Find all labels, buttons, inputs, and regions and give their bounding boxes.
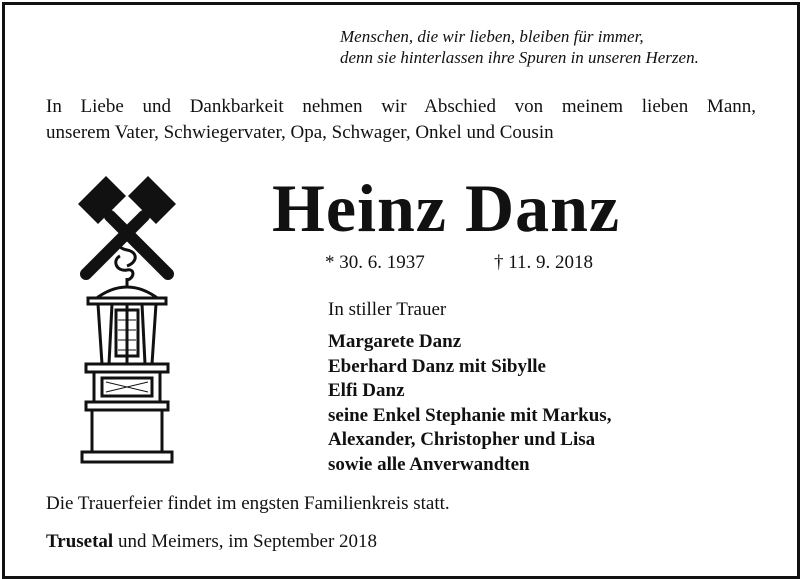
- mourner-line: Elfi Danz: [328, 380, 405, 401]
- motto-line: Menschen, die wir lieben, bleiben für immer,: [340, 27, 644, 46]
- place-town: Trusetal: [46, 531, 114, 552]
- birth-date: * 30. 6. 1937: [325, 252, 425, 273]
- mourner-line: Eberhard Danz mit Sibylle: [328, 355, 546, 377]
- motto: [340, 26, 699, 68]
- deceased-name: Heinz Danz: [272, 170, 621, 246]
- mourner-line: seine Enkel Stephanie mit Markus,: [328, 404, 612, 426]
- mourner-line: Margarete Danz: [328, 331, 462, 352]
- mourner-line: Alexander, Christopher und Lisa: [328, 429, 596, 450]
- intro-line: unserem Vater, Schwiegervater, Opa, Schwager, Onkel und Cousin: [46, 122, 554, 143]
- intro-line: In Liebe und Dankbarkeit nehmen wir Abschied von meinem lieben Mann,: [46, 96, 756, 117]
- place-and-date: [46, 531, 377, 553]
- mourning-heading: In stiller Trauer: [328, 299, 447, 320]
- motto-line: denn sie hinterlassen ihre Spuren in unseren Herzen.: [340, 48, 699, 67]
- intro-text: [46, 94, 756, 146]
- mourners-list: [328, 330, 611, 477]
- hammer-and-pick-with-miners-lamp-icon: [72, 170, 182, 470]
- place-rest: und Meimers, im September 2018: [113, 531, 378, 552]
- mourner-line: sowie alle Anverwandten: [328, 453, 530, 475]
- funeral-note: Die Trauerfeier findet im engsten Familienkreis statt.: [46, 493, 450, 514]
- death-date: † 11. 9. 2018: [494, 252, 594, 273]
